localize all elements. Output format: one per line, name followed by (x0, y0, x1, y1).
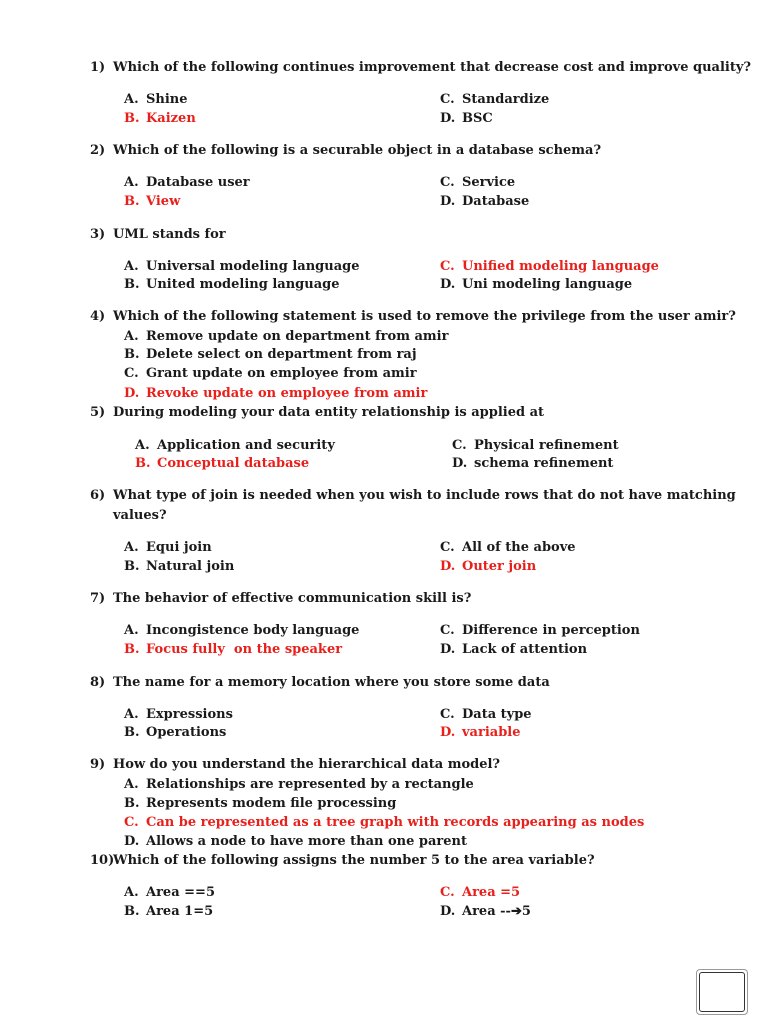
option-d: D. Allows a node to have more than one parent (124, 834, 467, 849)
option-c: C. Difference in perception (440, 623, 640, 638)
option-d-answer: D. Revoke update on employee from amir (124, 386, 428, 401)
option-a: A. Universal modeling language (124, 259, 360, 274)
question-number: 8) (90, 675, 106, 690)
option-b-answer: B. Kaizen (124, 111, 196, 126)
option-a: A. Relationships are represented by a rectangle (124, 777, 474, 792)
option-c: C. Grant update on employee from amir (124, 366, 417, 381)
question-text-continued: values? (113, 508, 167, 523)
question-number: 2) (90, 143, 106, 158)
option-a: A. Remove update on department from amir (124, 329, 449, 344)
option-c: C. All of the above (440, 540, 576, 555)
question-number: 10) (90, 853, 115, 868)
question-6 (90, 488, 736, 503)
option-c-answer: C. Unified modeling language (440, 259, 659, 274)
option-c: C. Physical refinement (452, 438, 619, 453)
option-c-answer: C. Can be represented as a tree graph with records appearing as nodes (124, 815, 645, 830)
option-d: D. Database (440, 194, 530, 209)
option-c: C. Service (440, 175, 516, 190)
question-number: 5) (90, 405, 106, 420)
question-8 (90, 675, 550, 690)
option-b: B. Represents modem file processing (124, 796, 397, 811)
question-text: How do you understand the hierarchical data model? (113, 757, 501, 772)
option-c-answer: C. Area =5 (440, 885, 521, 900)
question-text: Which of the following assigns the number 5 to the area variable? (113, 853, 595, 868)
question-text: During modeling your data entity relationship is applied at (113, 405, 545, 420)
question-4 (90, 309, 736, 324)
option-b-answer: B. Conceptual database (135, 456, 310, 471)
question-number: 1) (90, 60, 106, 75)
question-text: The behavior of effective communication skill is? (113, 591, 472, 606)
question-1 (90, 60, 751, 75)
option-d: D. Uni modeling language (440, 277, 633, 292)
question-3 (90, 227, 226, 242)
option-d: D. BSC (440, 111, 493, 126)
question-9 (90, 757, 500, 772)
option-a: A. Application and security (135, 438, 335, 453)
option-a: A. Equi join (124, 540, 212, 555)
option-a: A. Incongistence body language (124, 623, 360, 638)
question-number: 6) (90, 488, 106, 503)
option-b: B. United modeling language (124, 277, 340, 292)
question-number: 9) (90, 757, 106, 772)
option-b-answer: B. View (124, 194, 181, 209)
option-b-answer: B. Focus fully on the speaker (124, 642, 343, 657)
question-10 (90, 853, 595, 868)
option-c: C. Data type (440, 707, 532, 722)
option-d: D. Lack of attention (440, 642, 588, 657)
option-b: B. Delete select on department from raj (124, 347, 417, 362)
corner-frame-box (699, 972, 745, 1012)
question-text: UML stands for (113, 227, 226, 242)
option-b: B. Area 1=5 (124, 904, 214, 919)
question-7 (90, 591, 471, 606)
question-text: Which of the following statement is used to remove the privilege from the user amir? (113, 309, 736, 324)
option-b: B. Natural join (124, 559, 235, 574)
question-text: The name for a memory location where you store some data (113, 675, 550, 690)
question-5 (90, 405, 544, 420)
question-text: Which of the following is a securable object in a database schema? (113, 143, 602, 158)
question-number: 7) (90, 591, 106, 606)
question-number: 4) (90, 309, 106, 324)
option-a: A. Database user (124, 175, 250, 190)
question-text: Which of the following continues improvement that decrease cost and improve quality? (113, 60, 752, 75)
option-a: A. Expressions (124, 707, 233, 722)
option-d-answer: D. Outer join (440, 559, 537, 574)
question-number: 3) (90, 227, 106, 242)
option-d-answer: D. variable (440, 725, 521, 740)
option-c: C. Standardize (440, 92, 550, 107)
option-a: A. Shine (124, 92, 188, 107)
option-d: D. Area --➔5 (440, 904, 531, 919)
question-2 (90, 143, 601, 158)
option-a: A. Area ==5 (124, 885, 215, 900)
option-d: D. schema refinement (452, 456, 614, 471)
option-b: B. Operations (124, 725, 227, 740)
question-text: What type of join is needed when you wish to include rows that do not have matching (113, 488, 736, 503)
